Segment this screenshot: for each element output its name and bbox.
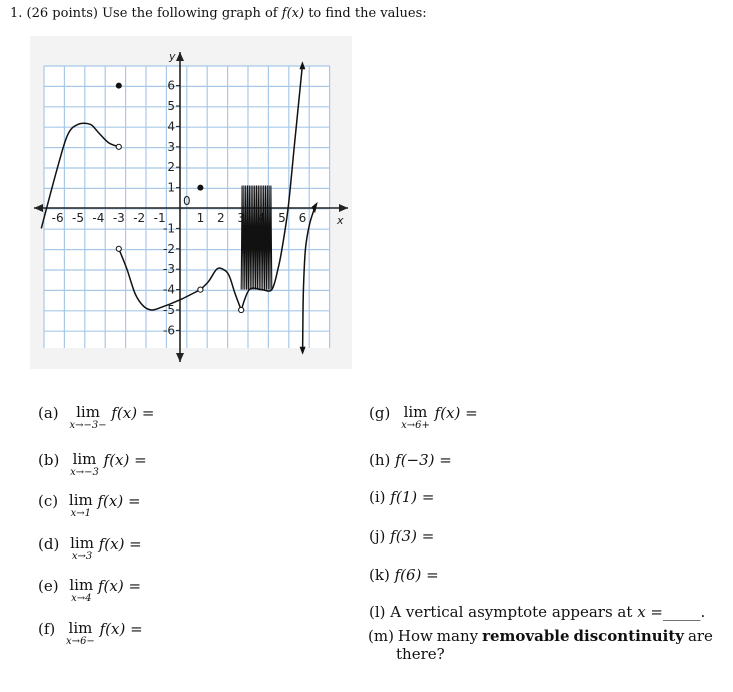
y-tick-label: -6 (163, 323, 175, 338)
lim-word: lim (76, 403, 100, 421)
open-point (198, 287, 203, 292)
question-expression: f(1) = (390, 488, 435, 506)
question-bold-word: removable (482, 627, 570, 645)
question-label: (m) (368, 627, 394, 645)
question-h (369, 451, 452, 469)
x-tick-label: 3 (237, 211, 246, 225)
limit-notation (69, 577, 93, 604)
closed-point (116, 83, 122, 89)
question-expression: f(x) = (434, 404, 478, 422)
question-expression: f(3) = (390, 527, 435, 545)
x-tick-label: -6 (51, 211, 64, 225)
open-point (116, 246, 121, 251)
problem-points: (26 points) (26, 6, 98, 21)
question-label: (a) (38, 404, 59, 422)
question-e (38, 577, 141, 604)
y-axis-label: y (169, 50, 176, 63)
problem-tail: to find the values: (308, 6, 427, 21)
lim-word: lim (69, 576, 94, 594)
lim-word: lim (68, 491, 93, 509)
problem-text: Use the following graph of (102, 6, 278, 21)
limit-notation (70, 451, 99, 478)
question-b (38, 451, 147, 478)
x-tick-label: -5 (72, 211, 84, 225)
limit-notation (66, 620, 95, 647)
question-label: (f) (38, 620, 56, 638)
x-tick-label: 4 (257, 211, 266, 225)
limit-notation (401, 404, 430, 431)
x-tick-label: -1 (153, 211, 166, 225)
question-text: A vertical asymptote appears at (390, 603, 633, 621)
question-d (38, 535, 142, 562)
question-word: many (436, 627, 479, 645)
lim-subscript: x→4 (71, 593, 92, 604)
question-expression: f(x) = (97, 492, 141, 510)
limit-notation (69, 404, 106, 431)
question-k (369, 566, 439, 584)
graph-svg (30, 36, 352, 369)
question-c (38, 492, 141, 519)
x-tick-label: -2 (133, 211, 146, 225)
lim-subscript: x→−3 (70, 467, 99, 478)
y-tick-label: 1 (167, 180, 175, 195)
question-expression: f(x) = (103, 451, 147, 469)
x-axis-label: x (337, 214, 344, 227)
y-tick-label: -3 (163, 262, 175, 277)
y-tick-label: 3 (167, 139, 175, 154)
question-f (38, 620, 143, 647)
lim-word: lim (403, 403, 428, 421)
y-tick-label: -4 (163, 282, 175, 297)
problem-func: f(x) (281, 6, 305, 21)
question-expression: f(x) = (97, 577, 142, 595)
question-expression: f(x) = (111, 404, 155, 422)
question-j (369, 527, 434, 545)
question-i (369, 488, 434, 506)
lim-word: lim (70, 534, 94, 552)
lim-subscript: x→6− (66, 636, 95, 647)
x-tick-label: 2 (216, 211, 225, 225)
problem-number: 1. (10, 6, 23, 21)
question-g (369, 404, 478, 431)
closed-point (197, 185, 203, 191)
question-m (368, 627, 713, 663)
y-tick-label: 2 (167, 160, 175, 175)
question-label: (l) (369, 603, 386, 621)
origin-label: 0 (183, 194, 191, 208)
question-label: (b) (38, 451, 60, 469)
problem-header (10, 6, 427, 21)
lim-subscript: x→3 (71, 551, 93, 562)
open-point (116, 144, 121, 149)
y-tick-label: 5 (167, 99, 175, 113)
limit-notation (70, 535, 94, 562)
limit-notation (69, 492, 93, 519)
question-label: (j) (369, 527, 386, 545)
x-tick-label: 1 (196, 211, 205, 225)
lim-subscript: x→6+ (401, 420, 430, 431)
x-tick-label: -4 (92, 211, 105, 225)
y-tick-label: -5 (163, 303, 175, 317)
question-label: (d) (38, 535, 60, 553)
y-tick-label: -2 (163, 241, 175, 256)
answer-blank: _____. (662, 603, 706, 621)
question-label: (h) (369, 451, 391, 469)
question-expression: f(x) = (98, 535, 142, 553)
y-tick-label: 4 (167, 119, 175, 134)
question-word: are (687, 627, 713, 645)
y-tick-label: -1 (163, 221, 175, 236)
question-bold-word: discontinuity (573, 627, 684, 645)
y-tick-label: 6 (167, 78, 175, 93)
function-graph (30, 36, 352, 369)
question-label: (k) (369, 566, 390, 584)
question-line2: there? (396, 645, 445, 663)
open-point (239, 307, 244, 312)
lim-subscript: x→1 (70, 508, 91, 519)
question-expression: f(x) = (99, 620, 143, 638)
question-label: (i) (369, 488, 386, 506)
lim-subscript: x→−3− (69, 420, 107, 431)
x-tick-label: 6 (298, 211, 307, 225)
x-tick-label: -3 (112, 211, 125, 225)
question-label: (c) (38, 492, 59, 510)
x-tick-label: 5 (278, 211, 286, 225)
question-l (369, 603, 705, 621)
lim-word: lim (68, 619, 93, 637)
question-word: How (397, 627, 433, 645)
question-label: (g) (369, 404, 391, 422)
question-expression: f(6) = (394, 566, 439, 584)
lim-word: lim (72, 450, 97, 468)
question-expression: x = (637, 603, 663, 621)
question-label: (e) (38, 577, 59, 595)
question-expression: f(−3) = (395, 451, 452, 469)
question-a (38, 404, 154, 431)
